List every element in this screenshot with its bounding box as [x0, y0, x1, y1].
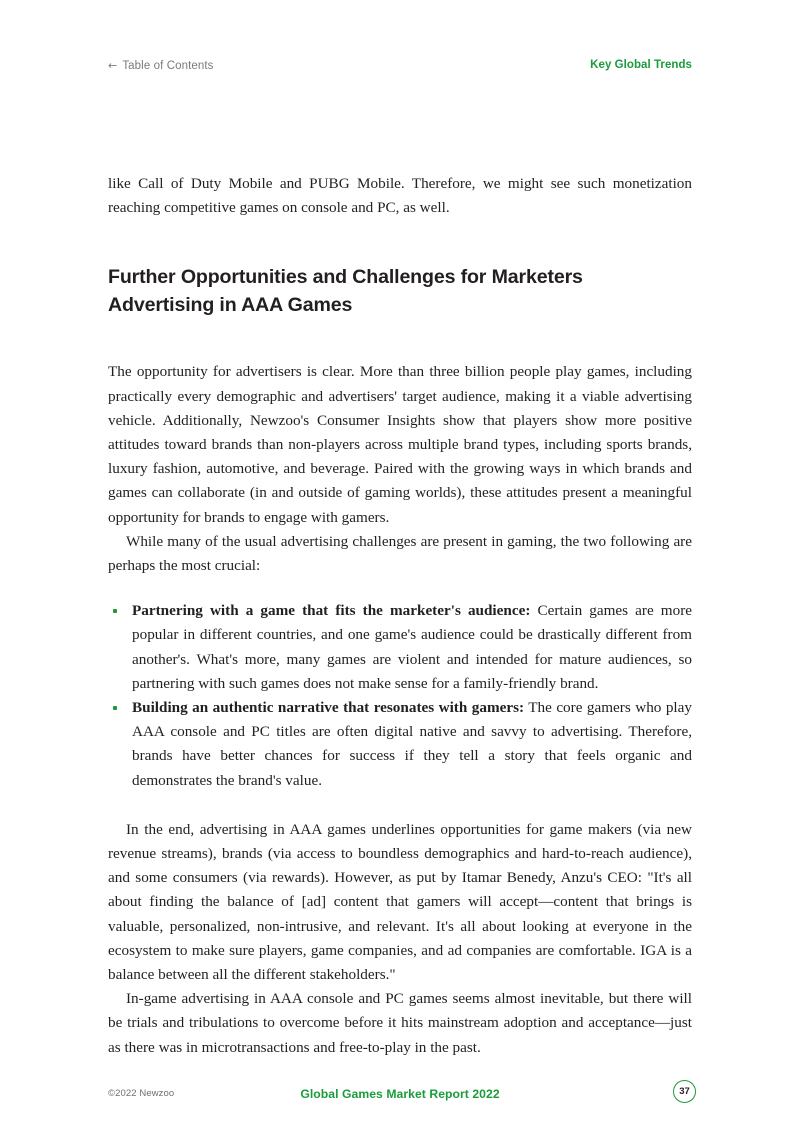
list-item [108, 696, 692, 793]
spacer [108, 319, 692, 360]
paragraph-outlook: In-game advertising in AAA console and PC games seems almost inevitable, but there will be trials and tribulations to overcome before it hits mainstream adoption and acceptance—just as there was in microtransactions and free-to-play in the past. [108, 990, 692, 1056]
paragraph-challenges-intro: While many of the usual advertising challenges are present in gaming, the two following are perhaps the most crucial: [108, 532, 692, 575]
list-item [108, 599, 692, 696]
spacer [108, 793, 692, 818]
section-title: Key Global Trends [590, 59, 692, 72]
spacer [108, 220, 692, 263]
list-item-lead: Building an authentic narrative that resonates with gamers: [132, 699, 525, 717]
back-arrow-icon: ← [108, 58, 118, 72]
bullet-dot-icon [113, 609, 117, 613]
bullet-dot-icon [113, 706, 117, 710]
list-item-lead: Partnering with a game that fits the marketer's audience: [132, 602, 531, 620]
list-item-text: The core gamers who play AAA console and PC titles are often digital native and savvy to advertising. Therefore, brands have better chances for success if they tell a story that feels organic and demonstrates the brand's value. [132, 699, 692, 789]
paragraph-continued: like Call of Duty Mobile and PUBG Mobile. Therefore, we might see such monetization reaching competitive games on console and PC, as well. [108, 175, 692, 217]
paragraph-opportunity: The opportunity for advertisers is clear. More than three billion people play games, including practically every demographic and advertisers' target audience, making it a viable advertising vehicle. Additionally, Newzoo's Consumer Insights show that players show more positive attitudes toward brands than non-players across multiple brand types, including sports brands, luxury fashion, automotive, and beverage. Paired with the growing ways in which brands and games can collaborate (in and outside of gaming worlds), these attitudes present a meaningful opportunity for brands to engage with gamers. [108, 363, 692, 526]
challenges-list [108, 599, 692, 793]
report-title: Global Games Market Report 2022 [300, 1087, 500, 1101]
section-heading: Further Opportunities and Challenges for Marketers Advertising in AAA Games [108, 266, 583, 317]
page-number-badge: 37 [673, 1080, 696, 1103]
spacer [108, 578, 692, 599]
copyright-notice: ©2022 Newzoo [108, 1088, 175, 1099]
page-content [108, 172, 692, 1060]
page-footer [108, 1083, 692, 1107]
list-item-text: Certain games are more popular in different countries, and one game's audience could be drastically different from another's. What's more, many games are violent and intended for mature audiences, so partnering with such games does not make sense for a family-friendly brand. [132, 602, 692, 692]
page-header [108, 57, 692, 75]
table-of-contents-link[interactable] [108, 60, 214, 73]
paragraph-conclusion: In the end, advertising in AAA games underlines opportunities for game makers (via new revenue streams), brands (via access to boundless demographics and hard-to-reach audience), and some consumers (via rewards). However, as put by Itamar Benedy, Anzu's CEO: "It's all about finding the balance of [ad] content that gamers will accept—content that brings is valuable, personalized, non-intrusive, and relevant. It's all about looking at everyone in the ecosystem to make sure players, game companies, and ad companies are comfortable. IGA is a balance between all the different stakeholders." [108, 820, 692, 984]
table-of-contents-label: Table of Contents [122, 59, 214, 72]
